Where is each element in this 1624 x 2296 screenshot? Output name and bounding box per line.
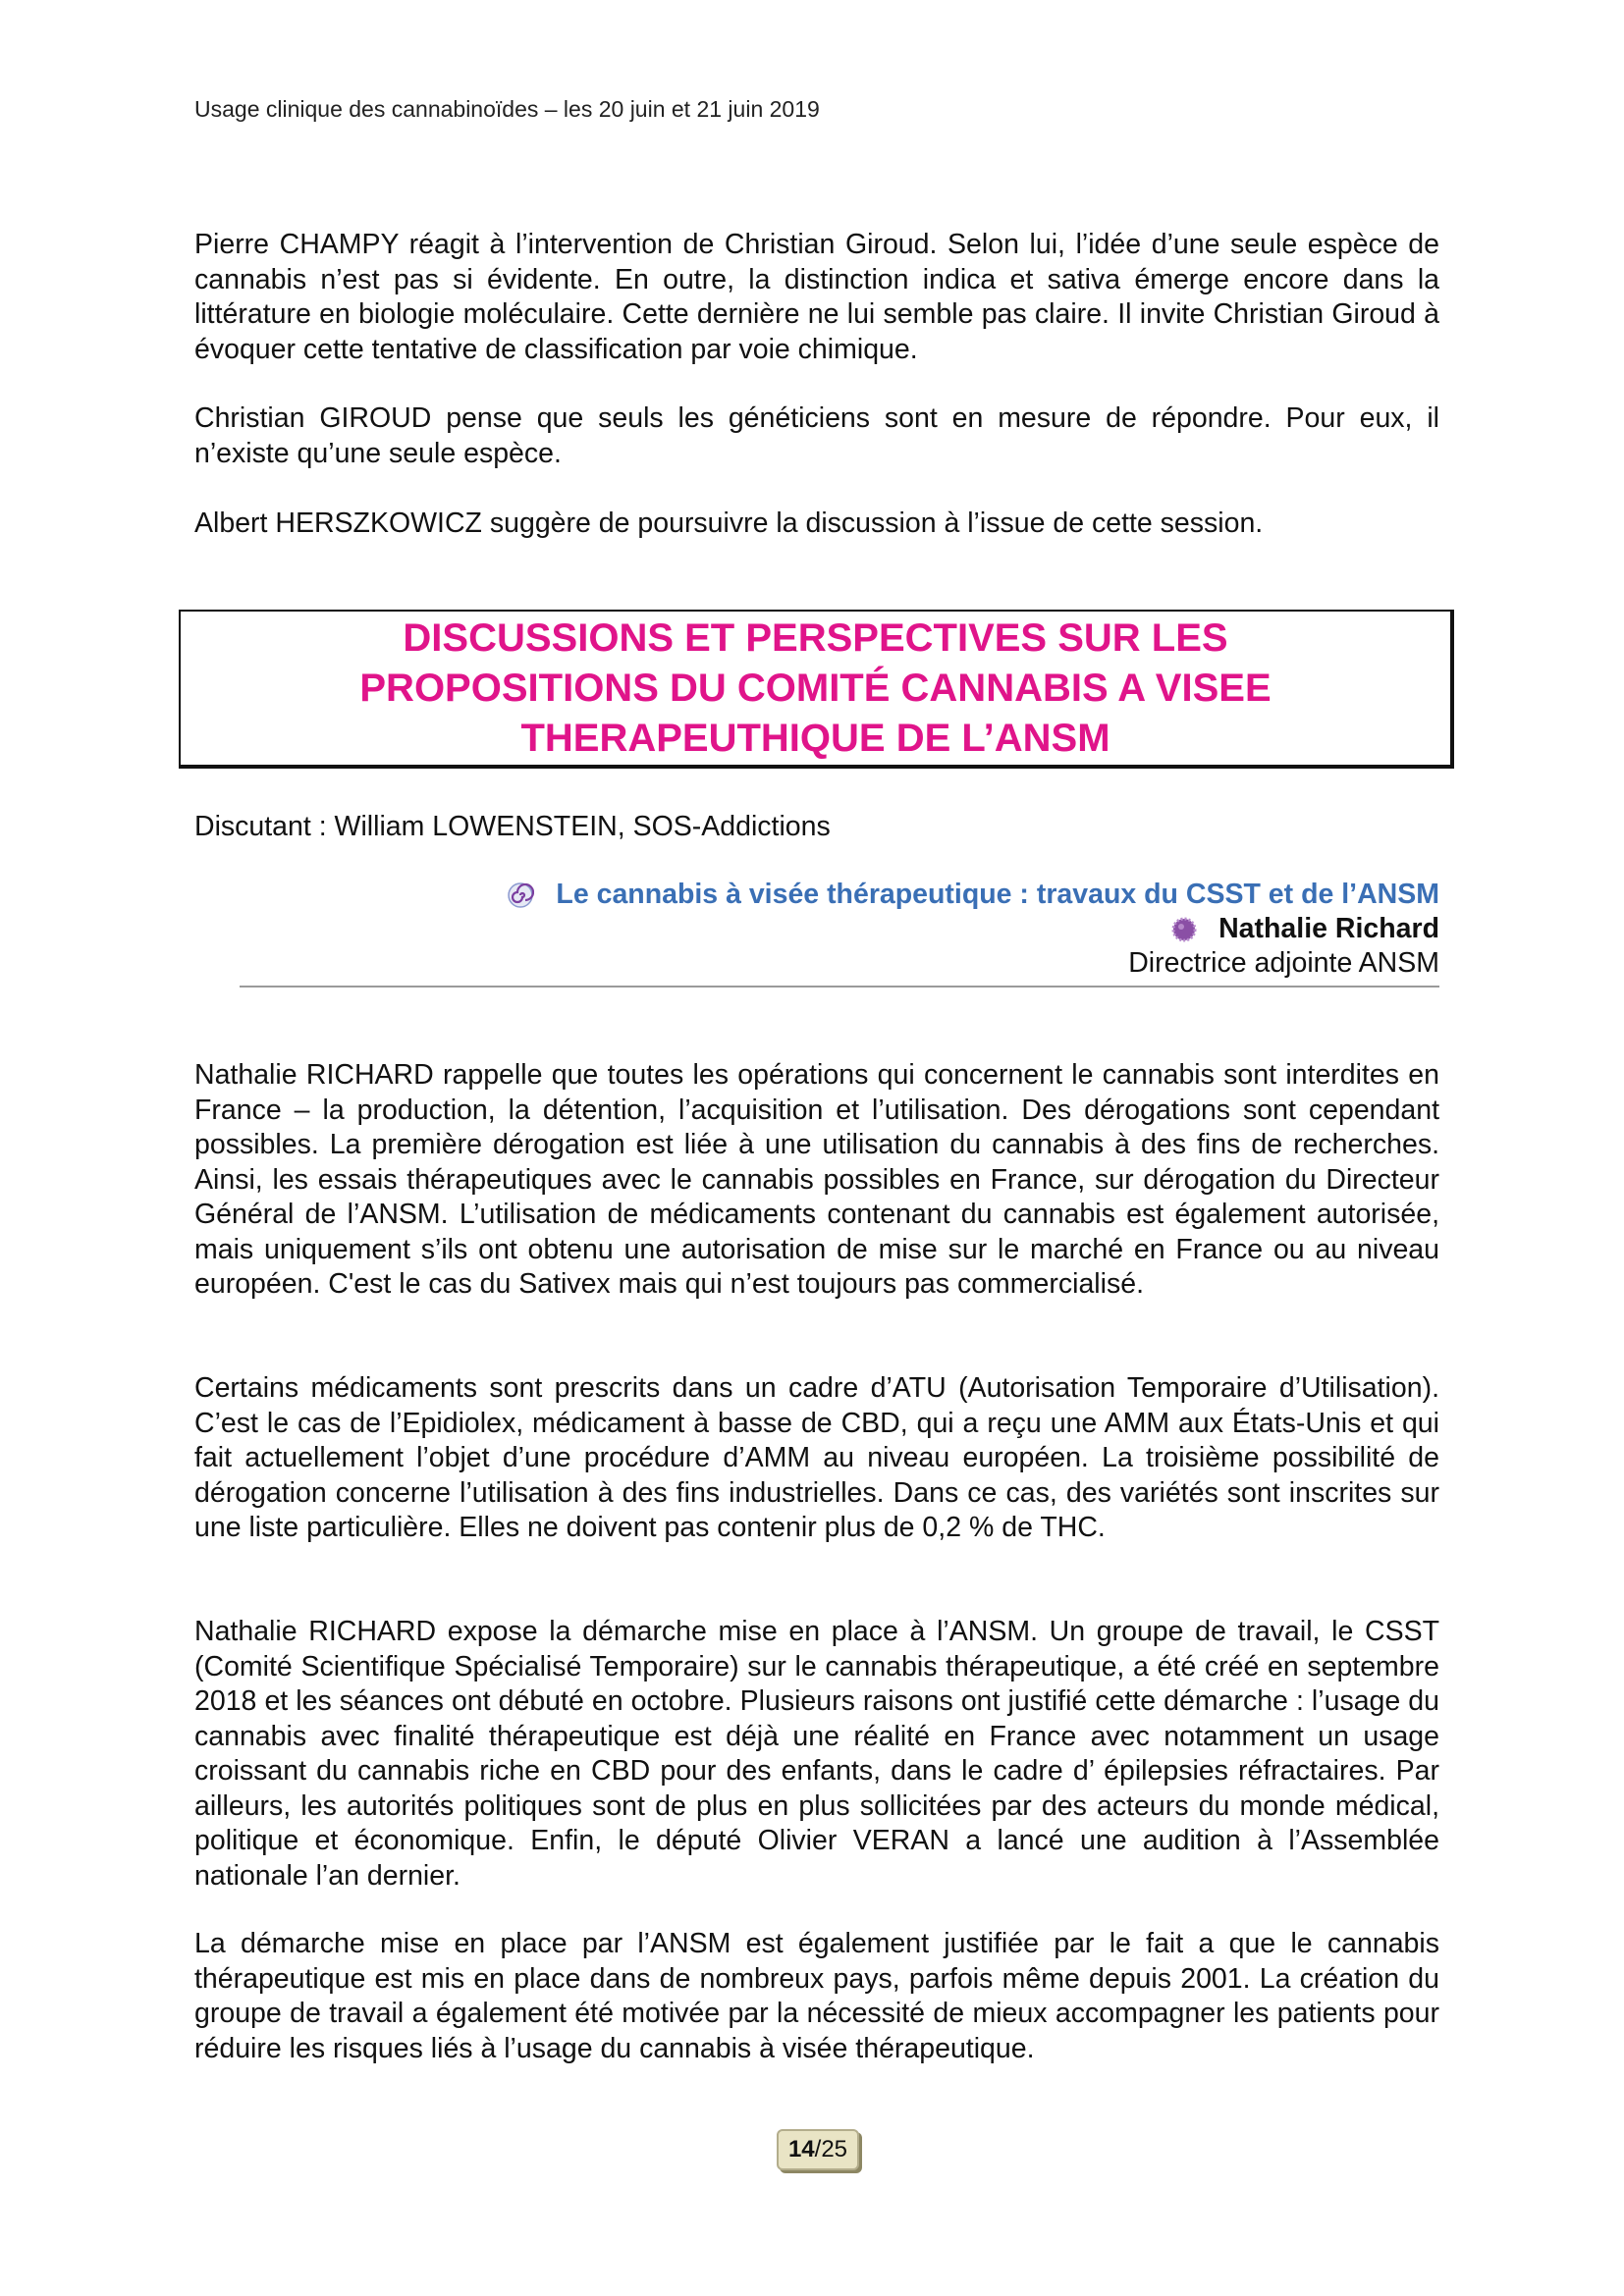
page-total: /25 (814, 2136, 848, 2163)
intro-paragraph-2: Christian GIROUD pense que seuls les généticiens sont en mesure de répondre. Pour eux, il n’existe qu’une seule espèce. (194, 402, 1439, 469)
body-paragraph-3: Nathalie RICHARD expose la démarche mise en place à l’ANSM. Un groupe de travail, le CSST (Comité Scientifique Spécialisé Temporaire) sur le cannabis thérapeutique, a été créé en septembre 2018 et les séances ont débuté en octobre. Plusieurs raisons ont justifié cette démarche : l’usage du cannabis avec finalité thérapeutique est déjà une réalité en France avec notamment un usage croissant du cannabis riche en CBD pour des enfants, dans le cadre d’ épilepsies réfractaires. Par ailleurs, les autorités politiques sont de plus en plus sollicitées par des acteurs du monde médical, politique et économique. Enfin, le député Olivier VERAN a lancé une audition à l’Assemblée nationale l’an dernier. (194, 1616, 1439, 1892)
section-title: DISCUSSIONS ET PERSPECTIVES SUR LES PROPOSITIONS DU COMITÉ CANNABIS A VISEE THERAPEUTHIQUE DE L’ANSM (359, 615, 1272, 760)
page-current: 14 (787, 2136, 815, 2163)
talk-title-row (507, 878, 1439, 912)
body-paragraph-4: La démarche mise en place par l’ANSM est également justifiée par le fait a que le cannabis thérapeutique est mis en place dans de nombreux pays, parfois même depuis 2001. La création du groupe de travail a également été motivée par la nécessité de mieux accompagner les patients pour réduire les risques liés à l’usage du cannabis à visée thérapeutique. (194, 1928, 1439, 2064)
page-number-badge (777, 2129, 859, 2170)
divider-line (240, 986, 1439, 988)
talk-heading-block (507, 878, 1439, 981)
discutant-line: Discutant : William LOWENSTEIN, SOS-Addictions (194, 811, 831, 842)
speaker-row (507, 912, 1439, 946)
talk-title: Le cannabis à visée thérapeutique : travaux du CSST et de l’ANSM (556, 879, 1439, 910)
body-paragraph-1: Nathalie RICHARD rappelle que toutes les opérations qui concernent le cannabis sont interdites en France – la production, la détention, l’acquisition et l’utilisation. Des dérogations sont cependant possibles. La première dérogation est liée à une utilisation du cannabis à des fins de recherches. Ainsi, les essais thérapeutiques avec le cannabis possibles en France, sur dérogation du Directeur Général de l’ANSM. L’utilisation de médicaments contenant du cannabis est également autorisée, mais uniquement s’ils ont obtenu une autorisation de mise sur le marché en France ou au niveau européen. C'est le cas du Sativex mais qui n’est toujours pas commercialisé. (194, 1059, 1439, 1300)
swirl-bullet-icon (507, 881, 534, 909)
intro-paragraph-3: Albert HERSZKOWICZ suggère de poursuivre la discussion à l’issue de cette session. (194, 507, 1264, 539)
purple-dot-bullet-icon (1171, 917, 1197, 942)
intro-paragraph-1: Pierre CHAMPY réagit à l’intervention de Christian Giroud. Selon lui, l’idée d’une seule espèce de cannabis n’est pas si évidente. En outre, la distinction indica et sativa émerge encore dans la littérature en biologie moléculaire. Cette dernière ne lui semble pas claire. Il invite Christian Giroud à évoquer cette tentative de classification par voie chimique. (194, 229, 1439, 365)
speaker-role: Directrice adjointe ANSM (1128, 947, 1439, 979)
body-paragraph-2: Certains médicaments sont prescrits dans un cadre d’ATU (Autorisation Temporaire d’Utilisation). C’est le cas de l’Epidiolex, médicament à basse de CBD, qui a reçu une AMM aux États-Unis et qui fait actuellement l’objet d’une procédure d’AMM au niveau européen. La troisième possibilité de dérogation concerne l’utilisation à des fins industrielles. Dans ce cas, des variétés sont inscrites sur une liste particulière. Elles ne doivent pas contenir plus de 0,2 % de THC. (194, 1372, 1439, 1543)
section-title-box (179, 610, 1454, 769)
speaker-name: Nathalie Richard (1218, 913, 1439, 944)
running-header: Usage clinique des cannabinoïdes – les 20 juin et 21 juin 2019 (194, 96, 820, 122)
